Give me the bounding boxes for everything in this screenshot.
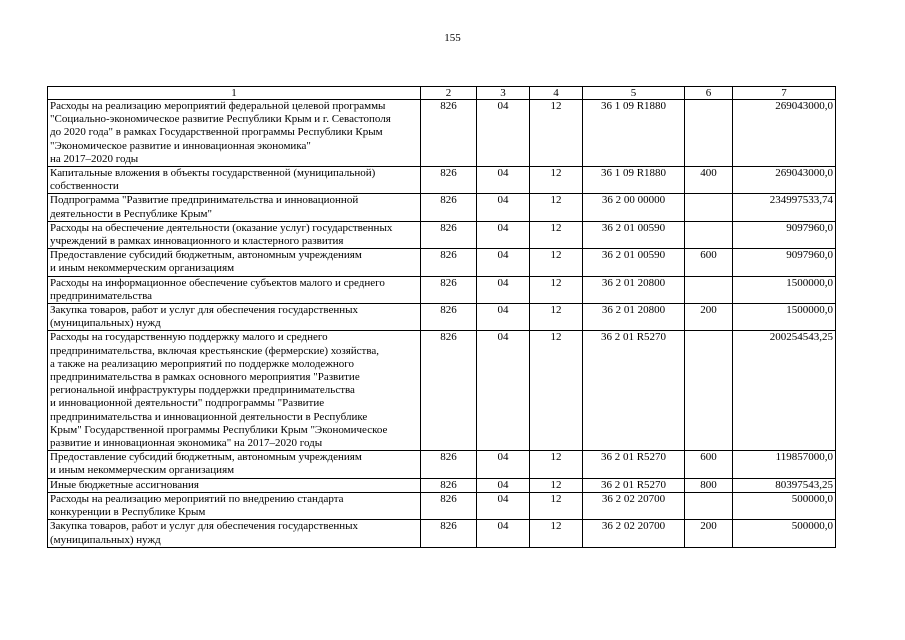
table-row	[48, 304, 836, 331]
ministry-code-cell: 826	[421, 276, 477, 303]
expense-name-cell	[48, 100, 421, 167]
expense-type-cell: 400	[685, 167, 733, 194]
amount-cell: 269043000,0	[733, 167, 836, 194]
subsection-code-cell: 12	[530, 100, 583, 167]
target-article-cell: 36 2 01 20800	[583, 304, 685, 331]
subsection-code-cell: 12	[530, 276, 583, 303]
ministry-code-cell: 826	[421, 451, 477, 478]
ministry-code-cell: 826	[421, 194, 477, 221]
expense-name-text: Предоставление субсидий бюджетным, автономным учреждениям и иным некоммерческим организациям	[50, 249, 362, 275]
subsection-code-cell: 12	[530, 451, 583, 478]
section-code-cell: 04	[477, 194, 530, 221]
expense-name-text: Подпрограмма "Развитие предпринимательства и инновационной деятельности в Республике Крым"	[50, 194, 359, 220]
table-row	[48, 100, 836, 167]
expense-name-text: Закупка товаров, работ и услуг для обеспечения государственных (муниципальных) нужд	[50, 520, 359, 546]
table-row	[48, 167, 836, 194]
section-code-cell: 04	[477, 100, 530, 167]
ministry-code-cell: 826	[421, 221, 477, 248]
expense-type-cell	[685, 221, 733, 248]
ministry-code-cell: 826	[421, 331, 477, 451]
amount-cell: 234997533,74	[733, 194, 836, 221]
table-row	[48, 492, 836, 519]
expense-type-cell: 600	[685, 451, 733, 478]
target-article-cell: 36 2 01 R5270	[583, 451, 685, 478]
section-code-cell: 04	[477, 492, 530, 519]
expense-name-cell	[48, 221, 421, 248]
expense-name-cell	[48, 331, 421, 451]
expense-name-text: Расходы на реализацию мероприятий по внедрению стандарта конкуренции в Республике Крым	[50, 492, 344, 519]
subsection-code-cell: 12	[530, 331, 583, 451]
expense-name-text: Предоставление субсидий бюджетным, автономным учреждениям и иным некоммерческим организациям	[50, 451, 362, 477]
table-body	[48, 87, 836, 548]
expense-type-cell	[685, 100, 733, 167]
subsection-code-cell: 12	[530, 520, 583, 547]
amount-cell: 1500000,0	[733, 304, 836, 331]
page-number: 155	[444, 32, 461, 44]
expense-name-cell	[48, 520, 421, 547]
expense-name-text: Закупка товаров, работ и услуг для обеспечения государственных (муниципальных) нужд	[50, 304, 359, 330]
expense-name-cell	[48, 276, 421, 303]
budget-table	[47, 86, 836, 548]
expense-name-text: Иные бюджетные ассигнования	[50, 478, 199, 491]
table-row	[48, 276, 836, 303]
expense-type-cell: 800	[685, 478, 733, 492]
column-header-6: 6	[685, 87, 733, 100]
expense-name-text: Расходы на обеспечение деятельности (оказание услуг) государственных учреждений в рамках инновационного и кластерного развития	[50, 221, 393, 248]
table-row	[48, 249, 836, 276]
expense-type-cell: 200	[685, 304, 733, 331]
target-article-cell: 36 2 01 R5270	[583, 478, 685, 492]
amount-cell: 9097960,0	[733, 249, 836, 276]
table-row	[48, 520, 836, 547]
amount-cell: 500000,0	[733, 520, 836, 547]
ministry-code-cell: 826	[421, 520, 477, 547]
table-row	[48, 451, 836, 478]
target-article-cell: 36 1 09 R1880	[583, 167, 685, 194]
expense-name-cell	[48, 194, 421, 221]
target-article-cell: 36 2 02 20700	[583, 520, 685, 547]
expense-name-text: Расходы на реализацию мероприятий федеральной целевой программы "Социально-экономическое развитие Республики Крым и г. Севастополя до 2020 года" в рамках Государственной программы Республики Крым "Экономическое развитие и инновационная экономика" на 2017–2020 годы	[50, 100, 391, 165]
ministry-code-cell: 826	[421, 304, 477, 331]
section-code-cell: 04	[477, 451, 530, 478]
target-article-cell: 36 2 01 00590	[583, 221, 685, 248]
expense-name-cell	[48, 492, 421, 519]
table-row	[48, 331, 836, 451]
expense-name-cell	[48, 167, 421, 194]
amount-cell: 1500000,0	[733, 276, 836, 303]
column-header-3: 3	[477, 87, 530, 100]
expense-type-cell	[685, 492, 733, 519]
header-row	[48, 87, 836, 100]
target-article-cell: 36 2 01 00590	[583, 249, 685, 276]
subsection-code-cell: 12	[530, 221, 583, 248]
expense-name-text: Расходы на государственную поддержку малого и среднего предпринимательства, включая крестьянские (фермерские) хозяйства, а также на реализацию мероприятий по поддержке молодежного предпринимательства в рамках основного мероприятия "Развитие региональной инфраструктуры поддержки предпринимательства и инновационной деятельности" подпрограммы "Развитие предпринимательства и инновационной деятельности в Республике Крым" Государственной программы Республики Крым "Экономическое развитие и инновационная экономика" на 2017–2020 годы	[50, 331, 388, 450]
section-code-cell: 04	[477, 304, 530, 331]
expense-name-cell	[48, 478, 421, 492]
table-row	[48, 478, 836, 492]
ministry-code-cell: 826	[421, 492, 477, 519]
amount-cell: 500000,0	[733, 492, 836, 519]
column-header-7: 7	[733, 87, 836, 100]
expense-type-cell	[685, 276, 733, 303]
expense-type-cell	[685, 194, 733, 221]
target-article-cell: 36 1 09 R1880	[583, 100, 685, 167]
section-code-cell: 04	[477, 331, 530, 451]
expense-name-text: Расходы на информационное обеспечение субъектов малого и среднего предпринимательства	[50, 276, 385, 302]
expense-name-cell	[48, 304, 421, 331]
ministry-code-cell: 826	[421, 167, 477, 194]
expense-type-cell	[685, 331, 733, 451]
section-code-cell: 04	[477, 520, 530, 547]
column-header-1: 1	[48, 87, 421, 100]
subsection-code-cell: 12	[530, 478, 583, 492]
subsection-code-cell: 12	[530, 194, 583, 221]
amount-cell: 119857000,0	[733, 451, 836, 478]
subsection-code-cell: 12	[530, 249, 583, 276]
target-article-cell: 36 2 01 20800	[583, 276, 685, 303]
expense-type-cell: 600	[685, 249, 733, 276]
amount-cell: 80397543,25	[733, 478, 836, 492]
column-header-2: 2	[421, 87, 477, 100]
expense-name-cell	[48, 249, 421, 276]
column-header-4: 4	[530, 87, 583, 100]
amount-cell: 9097960,0	[733, 221, 836, 248]
amount-cell: 269043000,0	[733, 100, 836, 167]
subsection-code-cell: 12	[530, 167, 583, 194]
expense-type-cell: 200	[685, 520, 733, 547]
ministry-code-cell: 826	[421, 478, 477, 492]
expense-name-text: Капитальные вложения в объекты государственной (муниципальной) собственности	[50, 167, 376, 193]
ministry-code-cell: 826	[421, 100, 477, 167]
ministry-code-cell: 826	[421, 249, 477, 276]
table-row	[48, 221, 836, 248]
section-code-cell: 04	[477, 167, 530, 194]
column-header-5: 5	[583, 87, 685, 100]
section-code-cell: 04	[477, 276, 530, 303]
target-article-cell: 36 2 02 20700	[583, 492, 685, 519]
subsection-code-cell: 12	[530, 492, 583, 519]
amount-cell: 200254543,25	[733, 331, 836, 451]
expense-name-cell	[48, 451, 421, 478]
target-article-cell: 36 2 00 00000	[583, 194, 685, 221]
section-code-cell: 04	[477, 249, 530, 276]
section-code-cell: 04	[477, 221, 530, 248]
subsection-code-cell: 12	[530, 304, 583, 331]
table-row	[48, 194, 836, 221]
section-code-cell: 04	[477, 478, 530, 492]
target-article-cell: 36 2 01 R5270	[583, 331, 685, 451]
